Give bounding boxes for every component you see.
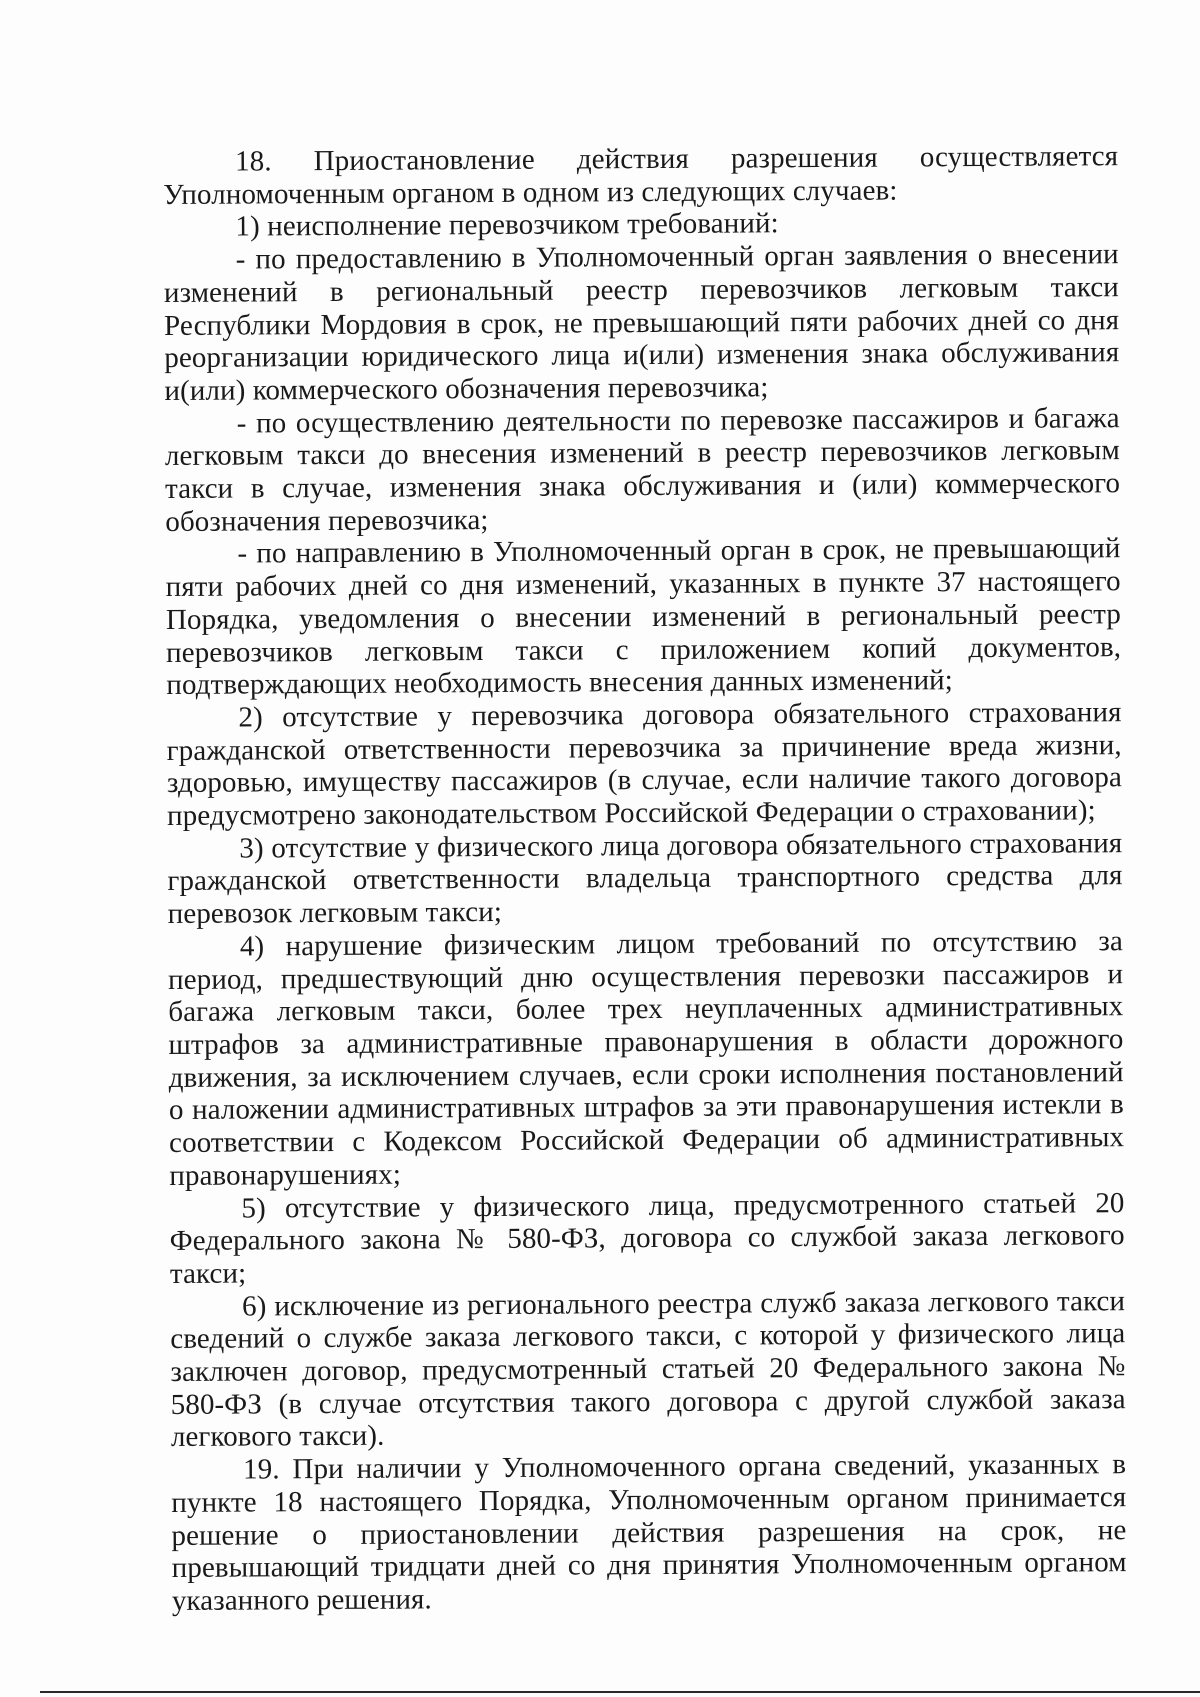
paragraph-item-1-a: - по предоставлению в Уполномоченный орган заявления о внесении изменений в региональный реестр перевозчиков легковым такси Республики Мордовия в срок, не превышающий пяти рабочих дней со дня реорганизации юридического лица и(или) изменения знака обслуживания и(или) коммерческого обозначения перевозчика;: [163, 238, 1120, 407]
paragraph-item-2: 2) отсутствие у перевозчика договора обязательного страхования гражданской ответственности перевозчика за причинение вреда жизни, здоровью, имуществу пассажиров (в случае, если наличие такого договора предусмотрено законодательством Российской Федерации о страховании);: [166, 696, 1122, 833]
document-body: [163, 140, 1127, 1617]
paragraph-item-1: 1) неисполнение перевозчиком требований:: [235, 207, 779, 243]
paragraph-item-1-b: - по осуществлению деятельности по перевозке пассажиров и багажа легковым такси до внесения изменений в реестр перевозчиков легковым такси в случае, изменения знака обслуживания и (или) коммерческого обозначения перевозчика;: [164, 401, 1121, 538]
paragraph-item-1-c: - по направлению в Уполномоченный орган в срок, не превышающий пяти рабочих дней со дня изменений, указанных в пункте 37 настоящего Порядка, уведомления о внесении изменений в региональный реестр перевозчиков легковым такси с приложением копий документов, подтверждающих необходимость внесения данных изменений;: [165, 532, 1122, 702]
paragraph-19: 19. При наличии у Уполномоченного органа сведений, указанных в пункте 18 настоящего Порядка, Уполномоченным органом принимается решение о приостановлении действия разрешения на срок, не превышающий тридцати дней со дня принятия Уполномоченным органом указанного решения.: [171, 1448, 1127, 1617]
paragraph-item-3: 3) отсутствие у физического лица договора обязательного страхования гражданской ответственности владельца транспортного средства для перевозок легковым такси;: [167, 826, 1123, 931]
paragraph-item-6: 6) исключение из регионального реестра служб заказа легкового такси сведений о службе заказа легкового такси, с которой у физического лица заключен договор, предусмотренный статьей 20 Федерального закона № 580-ФЗ (в случае отсутствия такого договора с другой службой заказа легкового такси).: [170, 1284, 1126, 1454]
paragraph-18-intro: 18. Приостановление действия разрешения осуществляется Уполномоченным органом в одном из следующих случаев:: [163, 140, 1119, 211]
paragraph-item-5: 5) отсутствие у физического лица, предусмотренного статьей 20 Федерального закона № 580-ФЗ, договора со службой заказа легкового такси;: [169, 1186, 1125, 1290]
bottom-divider: [40, 1691, 1200, 1693]
paragraph-item-4: 4) нарушение физическим лицом требований по отсутствию за период, предшествующий дню осуществления перевозки пассажиров и багажа легковым такси, более трех неуплаченных административных штрафов за административные правонарушения в области дорожного движения, за исключением случаев, если сроки исполнения постановлений о наложении административных штрафов за эти правонарушения истекли в соответствии с Кодексом Российской Федерации об административных правонарушениях;: [167, 925, 1125, 1192]
